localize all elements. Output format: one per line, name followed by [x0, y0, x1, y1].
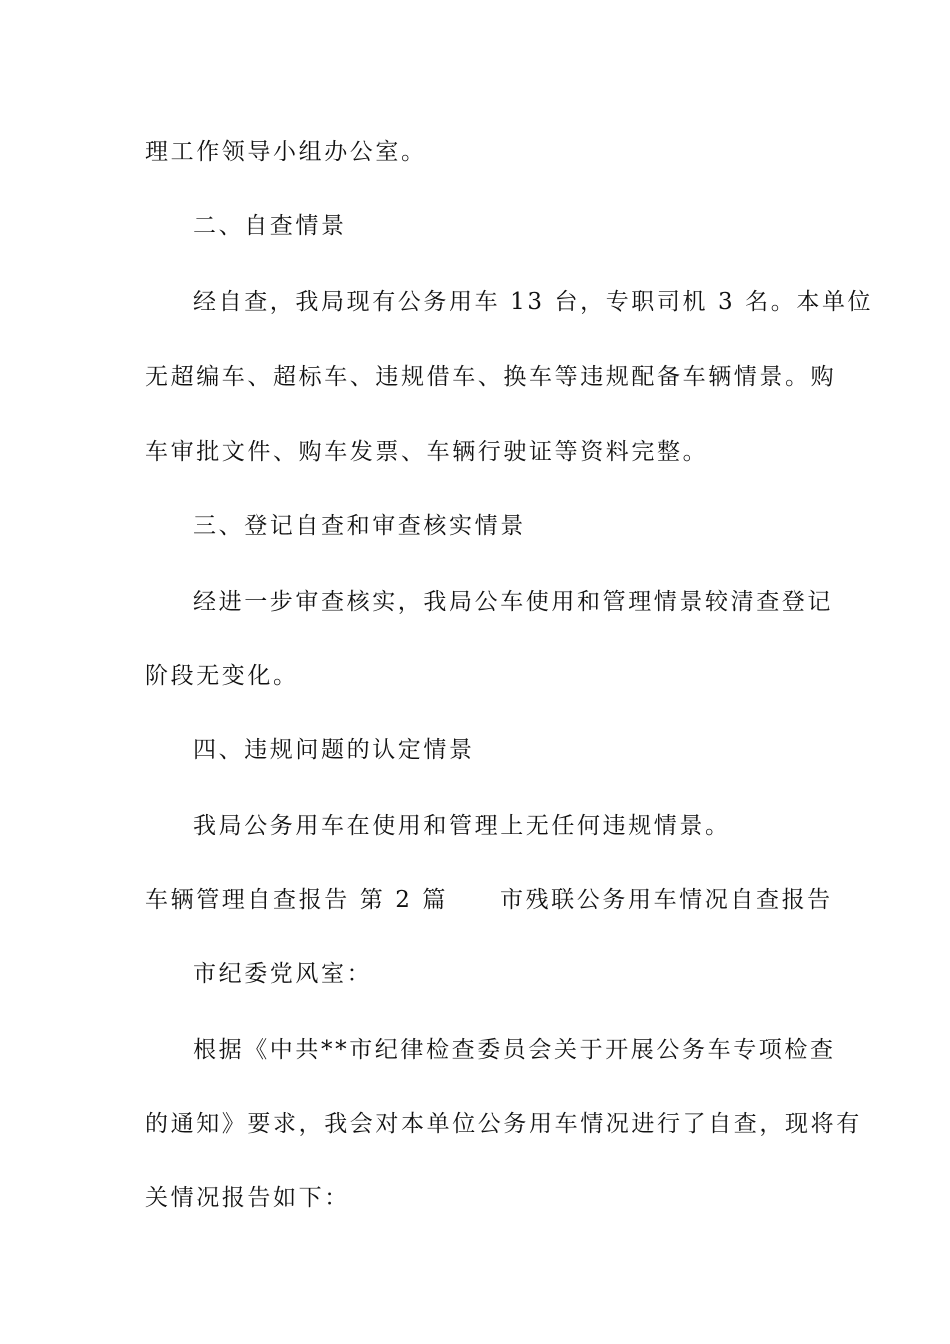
article-title-line	[145, 885, 833, 915]
article-part-label: 车辆管理自查报告 第 2 篇	[145, 887, 448, 913]
paragraph-line: 根据《中共**市纪律检查委员会关于开展公务车专项检查	[193, 1037, 836, 1063]
paragraph-line: 经进一步审查核实，我局公车使用和管理情景较清查登记	[193, 589, 833, 615]
section-heading: 四、违规问题的认定情景	[193, 737, 475, 763]
paragraph-line: 阶段无变化。	[145, 663, 299, 689]
paragraph-line: 我局公务用车在使用和管理上无任何违规情景。	[193, 813, 731, 839]
paragraph-line: 无超编车、超标车、违规借车、换车等违规配备车辆情景。购	[145, 364, 837, 390]
salutation: 市纪委党风室：	[193, 961, 373, 987]
section-heading: 二、自查情景	[193, 213, 347, 239]
article-title: 市残联公务用车情况自查报告	[499, 887, 833, 913]
section-heading: 三、登记自查和审查核实情景	[193, 513, 526, 539]
paragraph-line: 关情况报告如下：	[145, 1185, 350, 1211]
paragraph-line: 的通知》要求，我会对本单位公务用车情况进行了自查，现将有	[145, 1111, 862, 1137]
paragraph-line: 经自查，我局现有公务用车 13 台，专职司机 3 名。本单位	[193, 289, 874, 315]
paragraph-line: 理工作领导小组办公室。	[145, 139, 427, 165]
paragraph-line: 车审批文件、购车发票、车辆行驶证等资料完整。	[145, 439, 709, 465]
